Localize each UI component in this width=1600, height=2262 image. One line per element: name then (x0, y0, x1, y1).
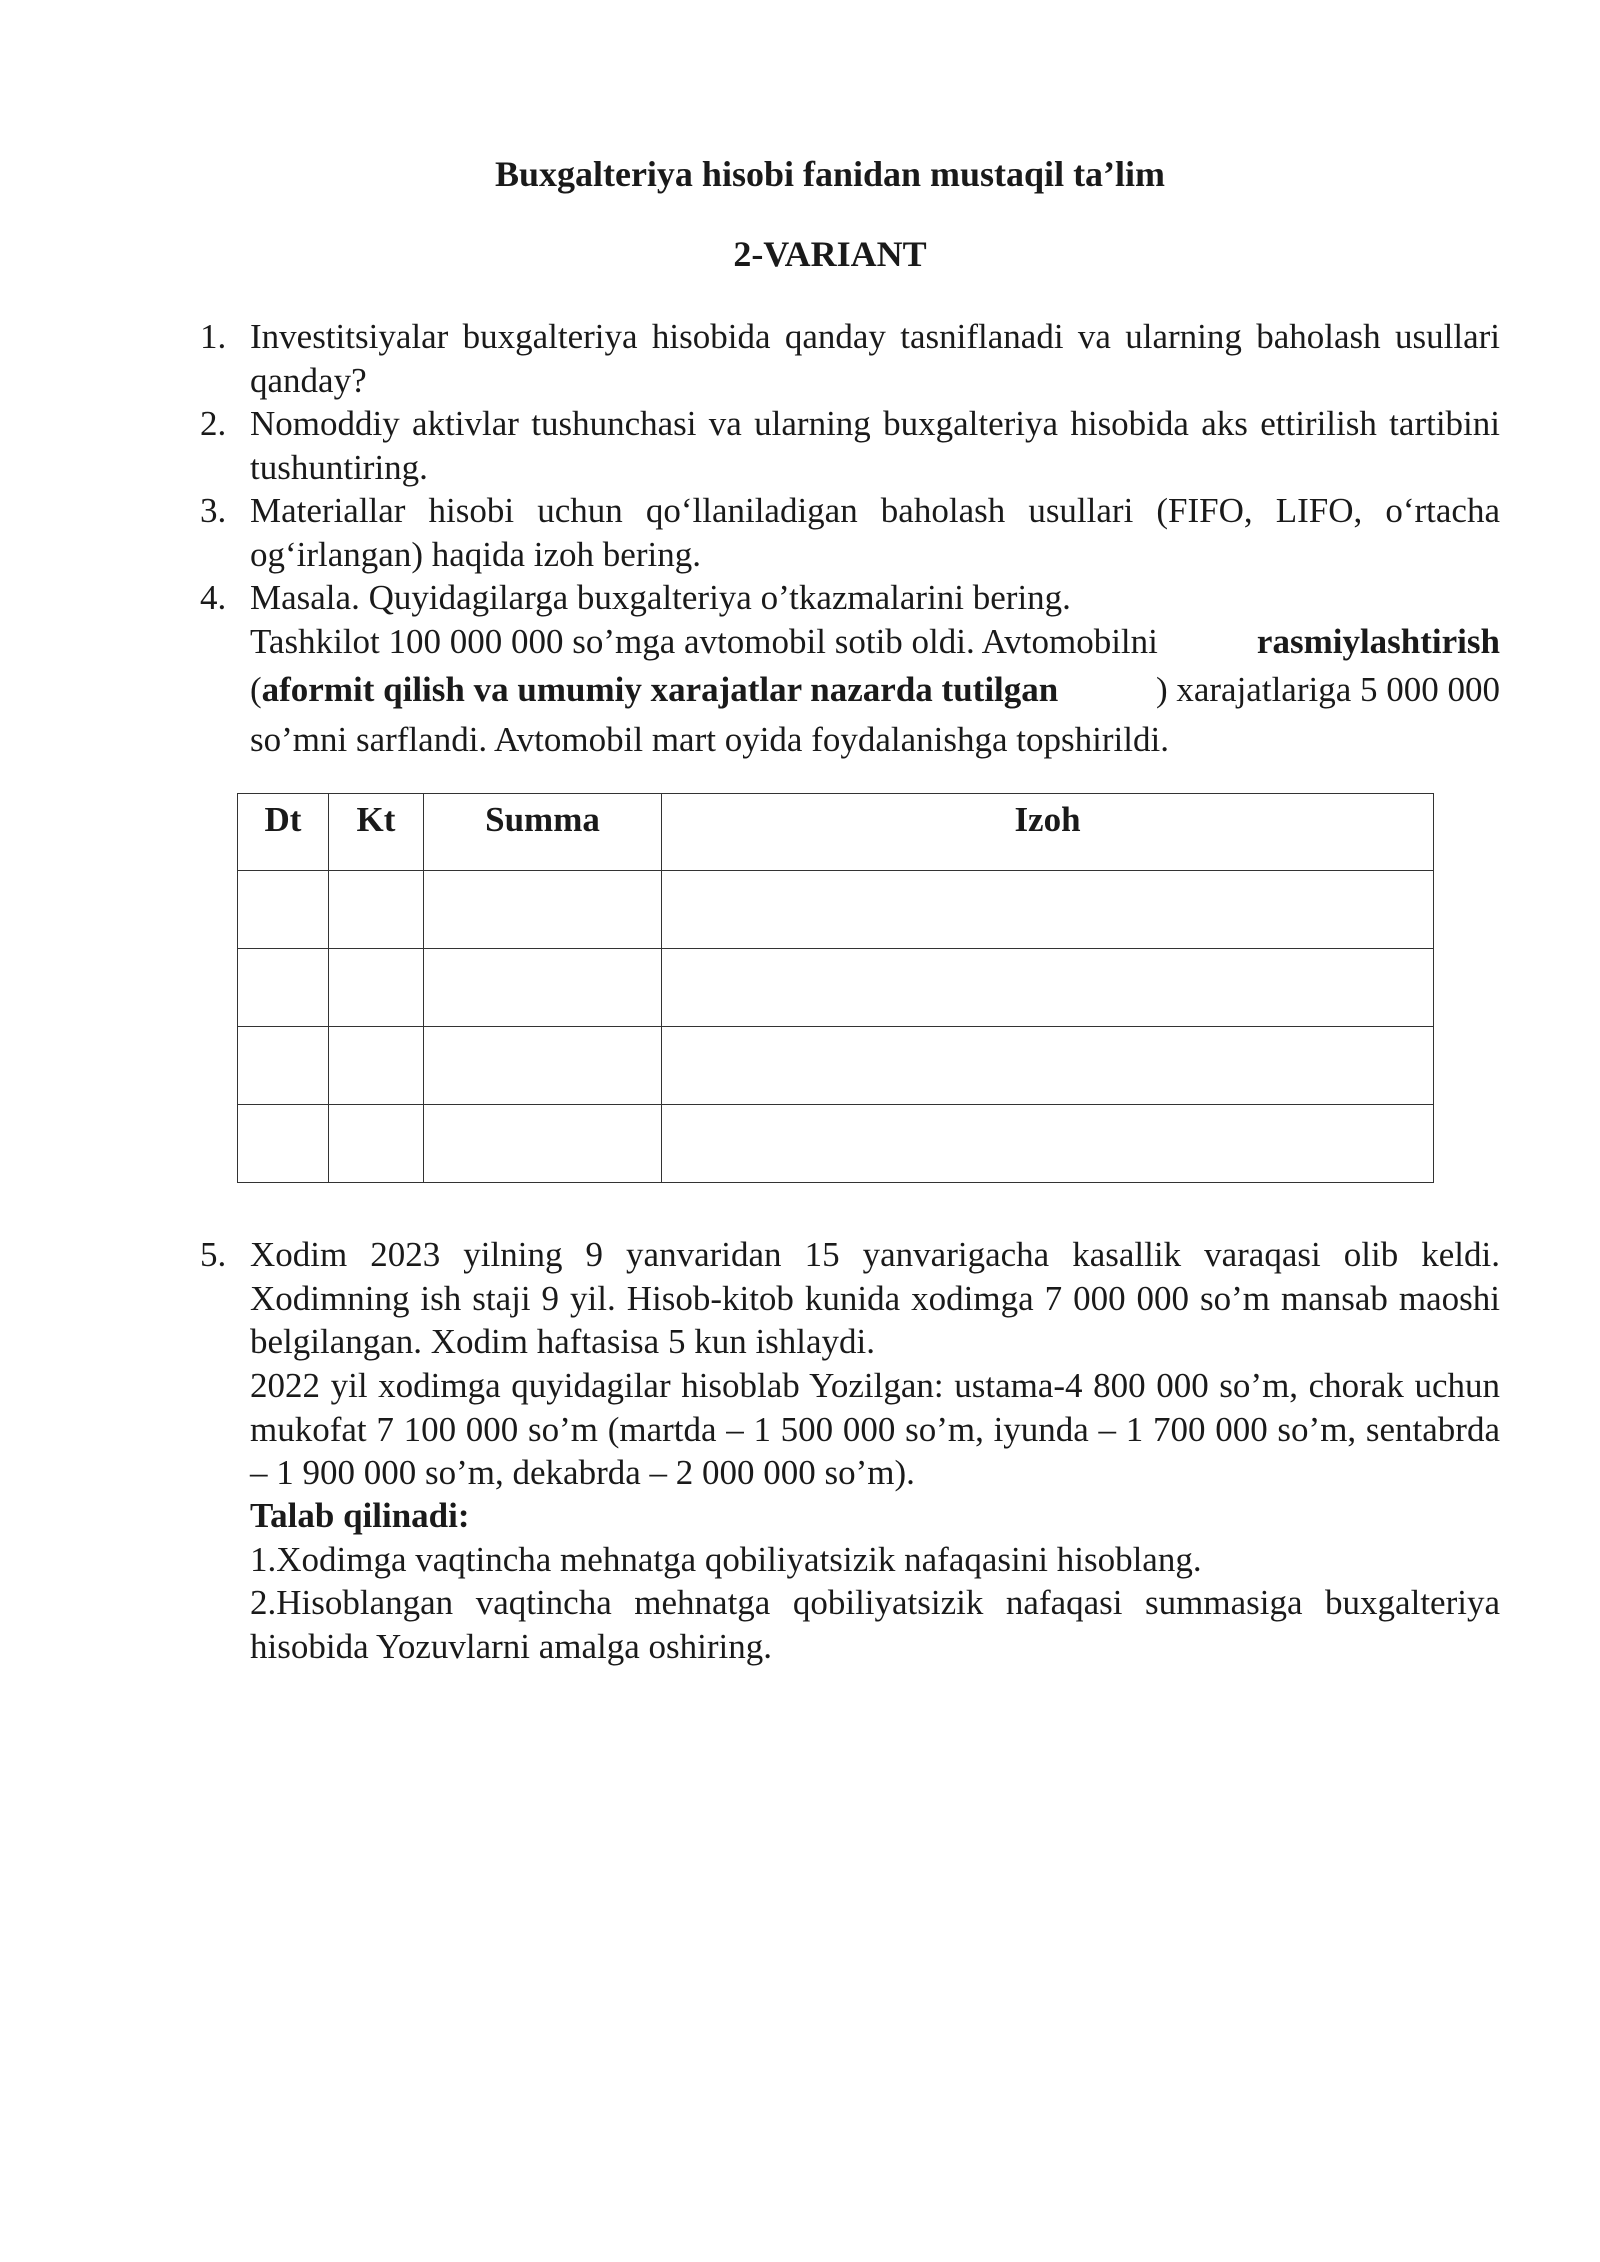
table-row (238, 871, 1434, 949)
table-cell[interactable] (238, 1105, 329, 1183)
requirement-heading: Talab qilinadi: (250, 1496, 470, 1535)
journal-entries-table (237, 793, 1434, 1183)
column-header-dt: Dt (238, 794, 329, 871)
question-3-number: 3. (200, 491, 227, 530)
table-cell[interactable] (329, 949, 424, 1027)
question-5-number: 5. (200, 1235, 227, 1274)
question-4-line-1-text: Tashkilot 100 000 000 so’mga avtomobil sotib oldi. Avtomobilni (250, 622, 1167, 661)
question-4-line-1 (250, 620, 1500, 664)
question-4-line-2-rest: ) xarajatlariga 5 000 000 (1155, 670, 1500, 709)
question-4-line-2-open: ( (250, 670, 262, 709)
table-cell[interactable] (662, 1105, 1434, 1183)
table-row (238, 1027, 1434, 1105)
column-header-kt: Kt (329, 794, 424, 871)
question-1-number: 1. (200, 317, 227, 356)
document-title: Buxgalteriya hisobi fanidan mustaqil ta’lim (494, 154, 1166, 194)
table-cell[interactable] (424, 1027, 662, 1105)
table-cell[interactable] (424, 949, 662, 1027)
column-header-izoh: Izoh (662, 794, 1434, 871)
question-4-line-2-bold: aformit qilish va umumiy xarajatlar nazarda tutilgan (261, 670, 1059, 709)
table-cell[interactable] (424, 1105, 662, 1183)
question-2-text: Nomoddiy aktivlar tushunchasi va ularning buxgalteriya hisobida aks ettirilish tartibini tushuntiring. (250, 404, 1500, 487)
question-4-line-2 (250, 668, 1500, 712)
question-4-number: 4. (200, 578, 227, 617)
table-cell[interactable] (238, 949, 329, 1027)
table-row (238, 1105, 1434, 1183)
question-4-heading: Masala. Quyidagilarga buxgalteriya o’tkazmalarini bering. (250, 578, 1071, 617)
table-cell[interactable] (238, 871, 329, 949)
question-4-line-3: so’mni sarflandi. Avtomobil mart oyida foydalanishga topshirildi. (250, 720, 1169, 759)
table-cell[interactable] (424, 871, 662, 949)
question-5-paragraph-1: Xodim 2023 yilning 9 yanvaridan 15 yanvarigacha kasallik varaqasi olib keldi. Xodimning ish staji 9 yil. Hisob-kitob kunida xodimga 7 000 000 so’m mansab maoshi belgilangan. Xodim haftasisa 5 kun ishlaydi. (250, 1235, 1500, 1361)
table-cell[interactable] (662, 1027, 1434, 1105)
task-1: 1.Xodimga vaqtincha mehnatga qobiliyatsizik nafaqasini hisoblang. (250, 1540, 1202, 1579)
question-4-line-2-wrap (250, 668, 1058, 712)
table-cell[interactable] (238, 1027, 329, 1105)
column-header-summa: Summa (424, 794, 662, 871)
table-row (238, 949, 1434, 1027)
table-cell[interactable] (662, 871, 1434, 949)
question-2-number: 2. (200, 404, 227, 443)
table-cell[interactable] (329, 1105, 424, 1183)
question-4-line-1-bold: rasmiylashtirish (1256, 622, 1500, 661)
question-3-text: Materiallar hisobi uchun qo‘llaniladigan baholash usullari (FIFO, LIFO, o‘rtacha og‘irlangan) haqida izoh bering. (250, 491, 1500, 574)
table-cell[interactable] (662, 949, 1434, 1027)
table-header-row (238, 794, 1434, 871)
question-5-paragraph-2: 2022 yil xodimga quyidagilar hisoblab Yozilgan: ustama-4 800 000 so’m, chorak uchun mukofat 7 100 000 so’m (martda – 1 500 000 so’m, iyunda – 1 700 000 so’m, sentabrda – 1 900 000 so’m, dekabrda – 2 000 000 so’m). (250, 1366, 1500, 1492)
question-1-text: Investitsiyalar buxgalteriya hisobida qanday tasniflanadi va ularning baholash usullari qanday? (250, 317, 1500, 400)
variant-label: 2-VARIANT (733, 234, 927, 274)
table-cell[interactable] (329, 1027, 424, 1105)
task-2: 2.Hisoblangan vaqtincha mehnatga qobiliyatsizik nafaqasi summasiga buxgalteriya hisobida Yozuvlarni amalga oshiring. (250, 1583, 1500, 1666)
table-cell[interactable] (329, 871, 424, 949)
